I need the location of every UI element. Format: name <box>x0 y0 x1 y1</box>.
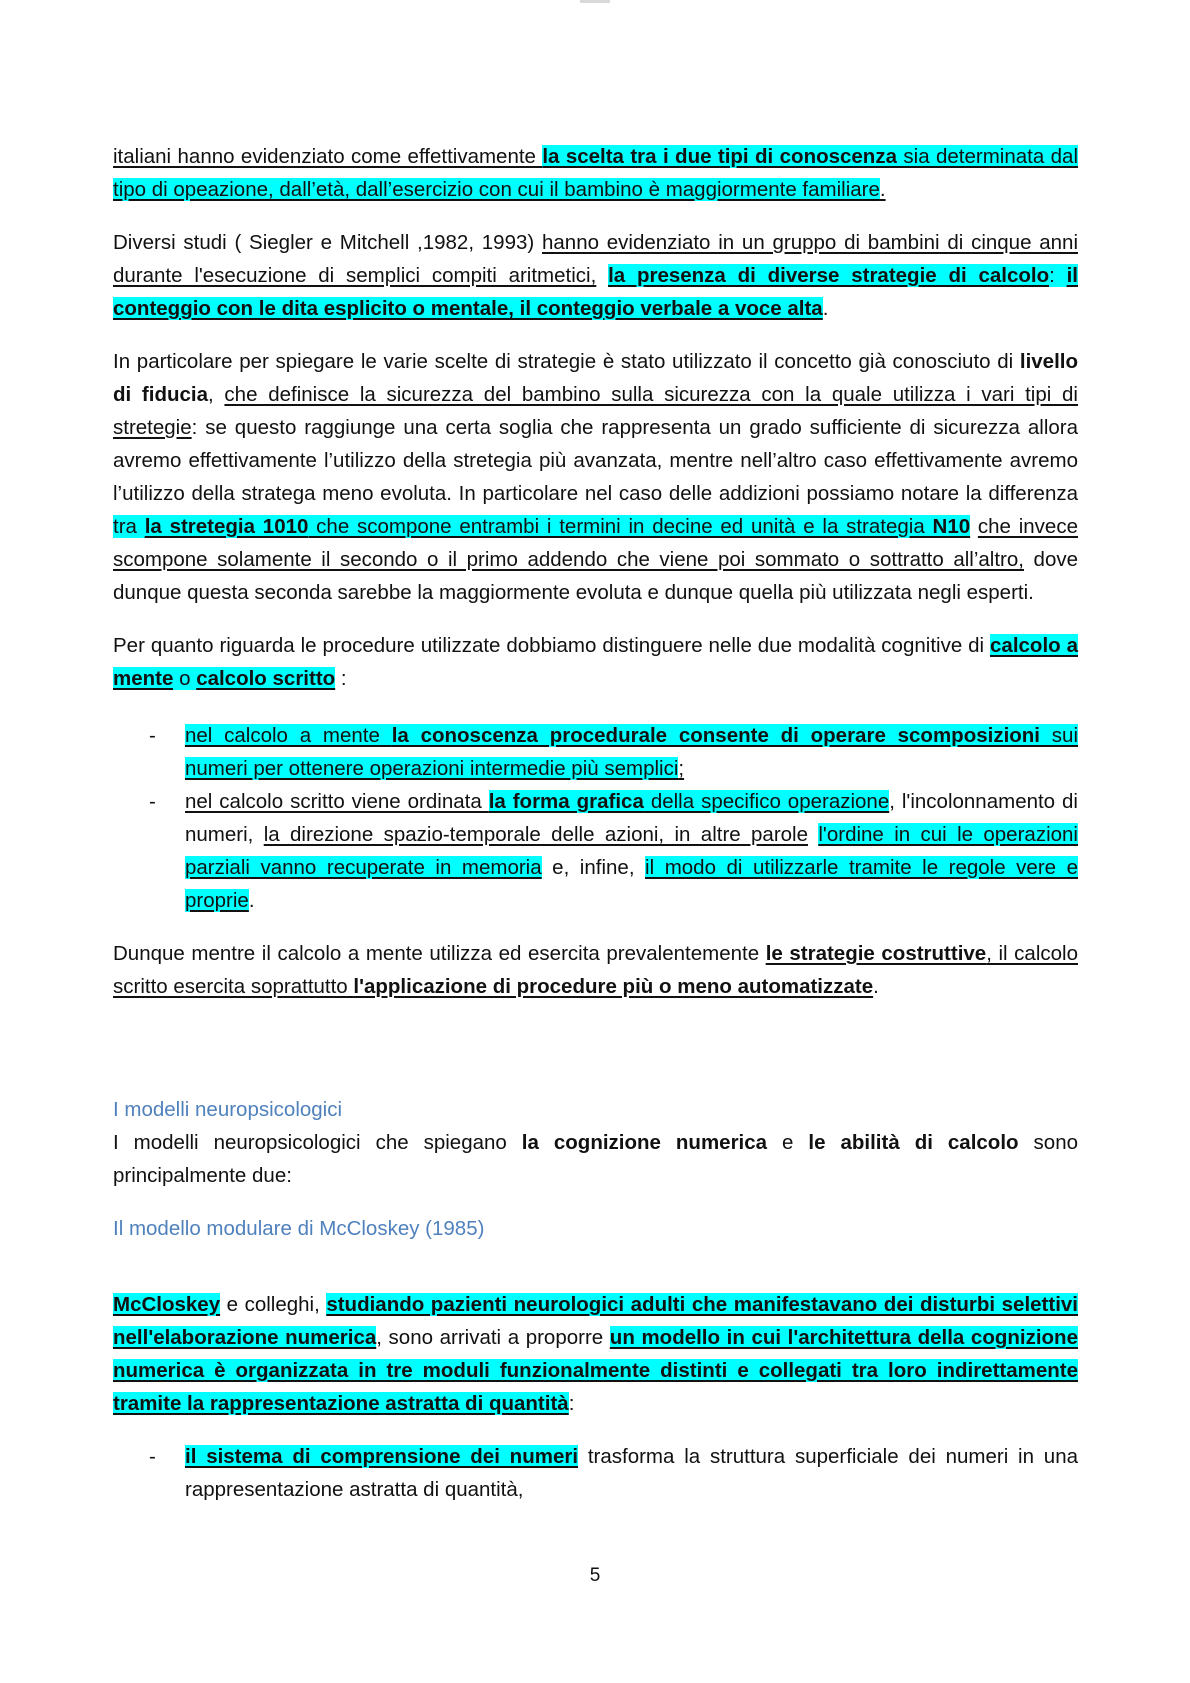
highlight-span: N10 <box>932 515 971 538</box>
highlight-span: il modo di utilizzarle tramite le regole vere e proprie <box>185 856 1078 912</box>
section-spacer <box>113 1023 1078 1093</box>
underlined-span: nel calcolo scritto viene ordinata <box>185 790 489 813</box>
text-span <box>970 515 978 538</box>
highlight-span: l'ordine in cui le operazioni parziali vanno recuperate in memoria <box>185 823 1078 879</box>
paragraph-neuropsych-intro <box>113 1126 1078 1192</box>
underlined-span: che definisce la sicurezza del bambino sulla sicurezza con la quale utilizza i vari tipi di stretegie <box>113 383 1078 439</box>
text-span: , sono arrivati a proporre <box>376 1326 610 1349</box>
text-span: e <box>767 1131 809 1154</box>
paragraph-choice-of-knowledge <box>113 140 1078 206</box>
underlined-span: ; <box>678 757 685 780</box>
calculation-modes-list <box>113 719 1078 917</box>
highlight-span: calcolo scritto <box>196 667 336 690</box>
list-bullet: - <box>149 790 156 813</box>
text-span: I modelli neuropsicologici che spiegano <box>113 1131 522 1154</box>
highlight-span: la forma grafica <box>488 790 644 813</box>
page-content <box>113 140 1078 1526</box>
text-span: Per quanto riguarda le procedure utilizzate dobbiamo distinguere nelle due modalità cognitive di <box>113 634 991 657</box>
highlight-span: la scelta tra i due tipi di conoscenza <box>542 145 897 168</box>
text-span: trasforma la struttura superficiale dei numeri in una rappresentazione astratta di quantità, <box>185 1445 1078 1501</box>
text-span <box>808 823 818 846</box>
highlight-span: calcolo a mente <box>113 634 1078 690</box>
text-span: sono principalmente due: <box>113 1131 1078 1187</box>
paragraph-mccloskey <box>113 1288 1078 1420</box>
modules-list <box>113 1440 1078 1506</box>
bold-underlined-span: l'applicazione di procedure più o meno automatizzate <box>353 975 874 998</box>
highlight-span: : <box>1049 264 1067 287</box>
highlight-span: sui numeri per ottenere operazioni intermedie più semplici <box>185 724 1079 780</box>
section-heading-neuropsych-models: I modelli neuropsicologici <box>113 1098 343 1121</box>
text-span: Diversi studi ( Siegler e Mitchell ,1982, 1993) <box>113 231 542 254</box>
page-number: 5 <box>589 1565 601 1586</box>
section-heading-mccloskey-model: Il modello modulare di McCloskey (1985) <box>113 1217 485 1240</box>
highlight-span: nel calcolo a mente <box>185 724 392 747</box>
underlined-span: che invece scompone solamente il secondo o il primo addendo che viene poi sommato o sottratto all’altro, <box>113 515 1078 571</box>
list-item-mental-calculation <box>113 719 1078 785</box>
paragraph-confidence-level <box>113 345 1078 609</box>
highlight-span: la conoscenza procedurale consente di operare scomposizioni <box>391 724 1041 747</box>
underlined-span: , il calcolo scritto esercita soprattutto <box>113 942 1078 998</box>
highlight-span: McCloskey <box>113 1293 221 1316</box>
highlight-span: un modello in cui l'architettura della cognizione numerica è organizzata in tre moduli funzionalmente distinti e collegati tra loro indirettamente tramite la rappresentazione astratta di quantità <box>113 1326 1078 1415</box>
highlight-span: il sistema di comprensione dei numeri <box>185 1445 579 1468</box>
paragraph-conclusion <box>113 937 1078 1003</box>
highlight-span: studiando pazienti neurologici adulti che manifestavano dei disturbi selettivi nell'elaborazione numerica <box>113 1293 1078 1349</box>
bold-underlined-span: le strategie costruttive <box>765 942 987 965</box>
highlight-span: tra <box>113 515 145 538</box>
list-bullet: - <box>149 724 156 747</box>
text-span: In particolare per spiegare le varie scelte di strategie è stato utilizzato il concetto già conosciuto di <box>113 350 1020 373</box>
list-item-written-calculation <box>113 785 1078 917</box>
list-bullet: - <box>149 1445 156 1468</box>
text-span: , <box>208 383 225 406</box>
text-span <box>596 264 608 287</box>
bold-span: livello di fiducia <box>113 350 1078 406</box>
highlight-span: della specifico operazione <box>643 790 890 813</box>
highlight-span: il conteggio con le dita esplicito o mentale, il conteggio verbale a voce alta <box>113 264 1078 320</box>
text-span: . <box>248 889 255 912</box>
text-span: : <box>568 1392 575 1415</box>
paragraph-siegler-studies <box>113 226 1078 325</box>
highlight-span: che scompone entrambi i termini in decine ed unità e la strategia <box>308 515 933 538</box>
bold-span: le abilità di calcolo <box>808 1131 1019 1154</box>
underlined-span: la direzione spazio-temporale delle azioni, in altre parole <box>263 823 809 846</box>
underlined-span: hanno evidenziato in un gruppo di bambini di cinque anni durante l'esecuzione di semplici compiti aritmetici, <box>113 231 1078 287</box>
list-item-comprehension-system <box>113 1440 1078 1506</box>
text-span: . <box>873 975 879 998</box>
text-span: . <box>879 178 886 201</box>
bold-span: la cognizione numerica <box>521 1131 768 1154</box>
text-span: : <box>335 667 347 690</box>
highlight-span: la stretegia 1010 <box>144 515 309 538</box>
text-span: Dunque mentre il calcolo a mente utilizza ed esercita prevalentemente <box>113 942 766 965</box>
text-span: e colleghi, <box>220 1293 327 1316</box>
text-span: italiani hanno evidenziato come effettivamente <box>113 145 543 168</box>
highlight-span: la presenza di diverse strategie di calcolo <box>608 264 1050 287</box>
highlight-span: sia determinata dal tipo di opeazione, dall’età, dall’esercizio con cui il bambino è maggiormente familiare <box>113 145 1079 201</box>
text-span: , l'incolonnamento di numeri, <box>185 790 1078 846</box>
text-span: . <box>822 297 829 320</box>
text-span: dove dunque questa seconda sarebbe la maggiormente evoluta e dunque quella più utilizzata negli esperti. <box>113 548 1078 604</box>
header-mark <box>580 0 610 3</box>
text-span: : se questo raggiunge una certa soglia che rappresenta un grado sufficiente di sicurezza allora avremo effettivamente l’utilizzo della stretegia più avanzata, mentre nell’altro caso effettivamente avremo l’utilizzo della stratega meno evoluta. In particolare nel caso delle addizioni possiamo notare la differenza <box>113 416 1078 505</box>
highlight-span: o <box>173 667 197 690</box>
text-span: e, infine, <box>541 856 646 879</box>
paragraph-procedures <box>113 629 1078 695</box>
